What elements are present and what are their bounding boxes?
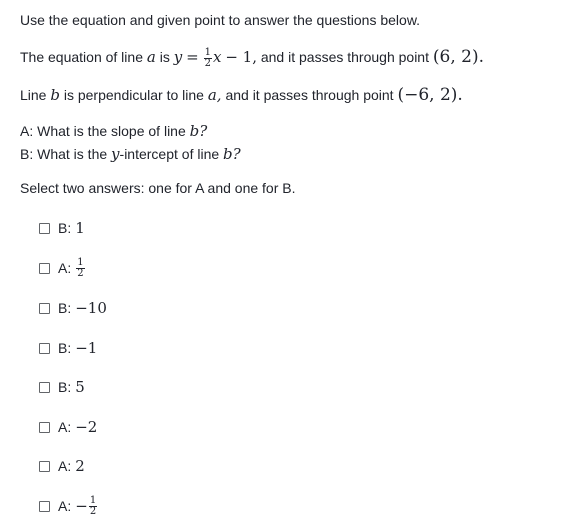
checkbox[interactable] (39, 422, 50, 433)
choice-b-1[interactable]: B: 1 (39, 217, 85, 239)
question-a: A: What is the slope of line b? (20, 122, 208, 140)
checkbox[interactable] (39, 461, 50, 472)
question-b: B: What is the y-intercept of line b? (20, 145, 241, 163)
choice-b-5[interactable]: B: 5 (39, 376, 85, 398)
choice-b-neg-10[interactable]: B: −10 (39, 297, 107, 319)
checkbox[interactable] (39, 501, 50, 512)
checkbox[interactable] (39, 223, 50, 234)
intro-text: Use the equation and given point to answer the questions below. (20, 12, 421, 28)
slope-fraction: $\frac{1}{2}$ (204, 46, 211, 69)
line-a-statement: The equation of line a is y = $\frac{1}{2}$ x − 1, and it passes through point (6, 2). (20, 46, 484, 69)
checkbox[interactable] (39, 343, 50, 354)
choice-a-2[interactable]: A: 2 (39, 455, 85, 477)
choice-a-one-half[interactable]: A: $\frac{1}{2}$ (39, 257, 86, 279)
checkbox[interactable] (39, 382, 50, 393)
checkbox[interactable] (39, 303, 50, 314)
choice-a-neg-2[interactable]: A: −2 (39, 416, 97, 438)
choice-a-neg-one-half[interactable]: A: − $\frac{1}{2}$ (39, 495, 98, 517)
instruction-text: Select two answers: one for A and one for B. (20, 180, 296, 196)
line-b-statement: Line b is perpendicular to line a, and it passes through point (−6, 2). (20, 85, 463, 105)
choice-b-neg-1[interactable]: B: −1 (39, 337, 97, 359)
checkbox[interactable] (39, 263, 50, 274)
fraction: $\frac{1}{2}$ (89, 494, 97, 517)
fraction: $\frac{1}{2}$ (77, 256, 84, 279)
